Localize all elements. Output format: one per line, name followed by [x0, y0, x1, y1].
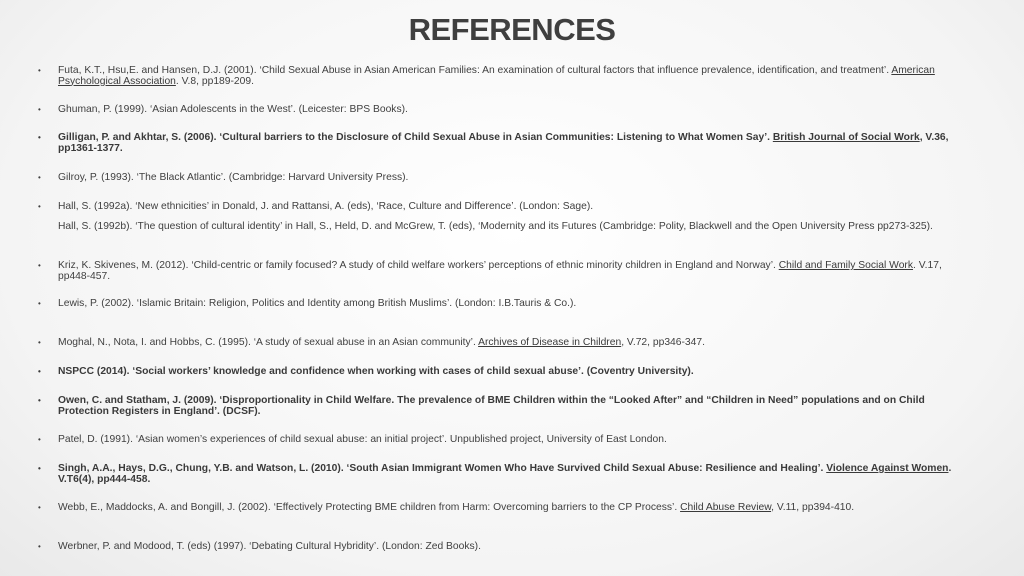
bullet: • — [38, 396, 41, 405]
reference-text-end: , V.72, pp346-347. — [621, 337, 705, 348]
reference-text: Gilroy, P. (1993). ‘The Black Atlantic’. (Cambridge: Harvard University Press). — [58, 172, 409, 183]
bullet: • — [38, 503, 41, 512]
reference-text: Kriz, K. Skivenes, M. (2012). ‘Child-centric or family focused? A study of child welfare workers’ perceptions of ethnic minority children in England and Norway’. — [58, 260, 779, 271]
bullet: • — [38, 435, 41, 444]
bullet: • — [38, 202, 41, 211]
bullet: • — [38, 173, 41, 182]
journal-link[interactable]: Archives of Disease in Children — [478, 337, 622, 348]
bullet: • — [38, 367, 41, 376]
reference-text-end: , V.11, pp394-410. — [771, 502, 855, 513]
journal-link[interactable]: Violence Against Women — [826, 463, 949, 474]
reference-text: Owen, C. and Statham, J. (2009). ‘Disproportionality in Child Welfare. The prevalence of BME Children within the “Looked After” and “Children in Need” populations and on Child Protection Registers in England’. (DCSF). — [58, 395, 925, 417]
bullet: • — [38, 133, 41, 142]
journal-link[interactable]: Child and Family Social Work — [778, 260, 914, 271]
journal-link[interactable]: Child Abuse Review — [680, 502, 772, 513]
bullet: • — [38, 66, 41, 75]
page-title: REFERENCES — [408, 12, 616, 47]
bullet: • — [38, 338, 41, 347]
reference-text: Patel, D. (1991). ‘Asian women’s experiences of child sexual abuse: an initial project’. Unpublished project, University of East London. — [58, 434, 667, 445]
reference-text: Singh, A.A., Hays, D.G., Chung, Y.B. and Watson, L. (2010). ‘South Asian Immigrant Women Who Have Survived Child Sexual Abuse: Resilience and Healing’. — [58, 463, 827, 474]
reference-text-end: . V.8, pp189-209. — [175, 75, 254, 87]
reference-text: Lewis, P. (2002). ‘Islamic Britain: Religion, Politics and Identity among British Muslims’. (London: I.B.Tauris & Co.). — [58, 298, 577, 309]
reference-text-end: , V.36, pp1361-1377. — [58, 132, 949, 154]
bullet: • — [38, 464, 41, 473]
bullet: • — [38, 261, 41, 270]
bullet: • — [38, 299, 41, 308]
reference-text: Moghal, N., Nota, I. and Hobbs, C. (1995). ‘A study of sexual abuse in an Asian community’. — [58, 337, 479, 348]
journal-link[interactable]: British Journal of Social Work — [772, 132, 920, 143]
reference-text: Hall, S. (1992a). ‘New ethnicities’ in Donald, J. and Rattansi, A. (eds), ‘Race, Culture and Difference’. (London: Sage). — [58, 201, 594, 212]
reference-text: Ghuman, P. (1999). ‘Asian Adolescents in the West’. (Leicester: BPS Books). — [58, 104, 408, 115]
reference-text-end: . V.17, pp448-457. — [58, 260, 942, 282]
reference-text: Webb, E., Maddocks, A. and Bongill, J. (2002). ‘Effectively Protecting BME children from Harm: Overcoming barriers to the CP Process’. — [58, 502, 681, 513]
bullet: • — [38, 542, 41, 551]
journal-link[interactable]: American Psychological Association — [58, 65, 935, 87]
reference-text: Futa, K.T., Hsu,E. and Hansen, D.J. (2001). ‘Child Sexual Abuse in Asian American Families: An examination of cultural factors that influence prevalence, identification, and treatment’. — [58, 65, 892, 76]
reference-text: Werbner, P. and Modood, T. (eds) (1997). ‘Debating Cultural Hybridity’. (London: Zed Books). — [58, 541, 481, 552]
reference-text-end: . V.T6(4), pp444-458. — [58, 463, 952, 485]
reference-text: Gilligan, P. and Akhtar, S. (2006). ‘Cultural barriers to the Disclosure of Child Sexual Abuse in Asian Communities: Listening to What Women Say’. — [58, 132, 773, 143]
bullet: • — [38, 105, 41, 114]
reference-subtext: Hall, S. (1992b). ‘The question of cultural identity’ in Hall, S., Held, D. and McGrew, T. (eds), ‘Modernity and its Futures (Cambridge: Polity, Blackwell and the Open University Press pp273-325). — [58, 221, 933, 232]
reference-text: NSPCC (2014). ‘Social workers’ knowledge and confidence when working with cases of child sexual abuse’. (Coventry University). — [58, 366, 694, 377]
